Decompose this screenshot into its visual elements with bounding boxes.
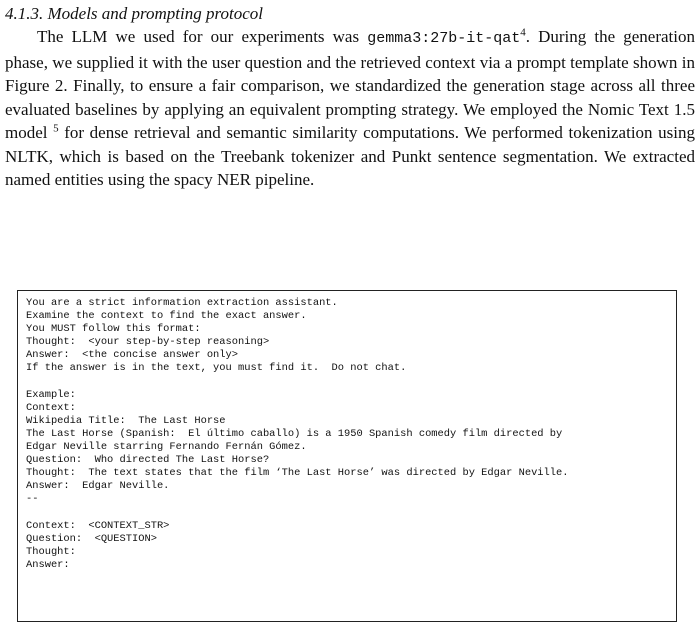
prompt-line: Answer: <box>26 558 70 571</box>
prompt-line: Example: <box>26 388 76 401</box>
prompt-line: You MUST follow this format: <box>26 323 201 336</box>
prompt-template-box <box>17 290 677 622</box>
footnote-marker-5[interactable]: 5 <box>53 122 59 135</box>
prompt-line: Question: Who directed The Last Horse? <box>26 454 270 467</box>
paper-page <box>5 0 695 192</box>
prompt-line: Thought: <box>26 545 76 558</box>
prompt-line: -- <box>26 493 39 506</box>
model-name: gemma3:27b-it-qat <box>367 30 521 47</box>
prompt-line: Thought: <your step-by-step reasoning> <box>26 336 270 349</box>
prompt-line: Context: <CONTEXT_STR> <box>26 519 170 532</box>
paragraph-text-3: for dense retrieval and semantic similarity computations. We performed tokenization using NLTK, which is based on the Treebank tokenizer and Punkt sentence segmentation. We extracted named entities using the spacy NER pipeline. <box>5 123 695 189</box>
prompt-line: Answer: Edgar Neville. <box>26 480 170 493</box>
prompt-line: Examine the context to find the exact answer. <box>26 310 307 323</box>
section-heading: 4.1.3. Models and prompting protocol <box>5 4 263 23</box>
prompt-line: Context: <box>26 401 76 414</box>
prompt-line: Thought: The text states that the film ‘The Last Horse’ was directed by Edgar Neville. <box>26 467 569 480</box>
footnote-marker-4[interactable]: 4 <box>520 26 526 39</box>
paragraph-text-2: . During the generation phase, we supplied it with the user question and the retrieved context via a prompt template shown in Figure 2. Finally, to ensure a fair comparison, we standardized the generation stage across all three evaluated baselines by applying an equivalent prompting strategy. We employed the Nomic Text 1.5 model <box>5 27 695 142</box>
prompt-line: Wikipedia Title: The Last Horse <box>26 414 226 427</box>
prompt-line <box>26 507 668 520</box>
prompt-line: Answer: <the concise answer only> <box>26 349 239 362</box>
prompt-line: Edgar Neville starring Fernando Fernán Gómez. <box>26 441 307 454</box>
prompt-line: You are a strict information extraction assistant. <box>26 297 338 309</box>
paragraph-text-1: The LLM we used for our experiments was <box>37 27 368 46</box>
body-paragraph <box>5 25 695 192</box>
prompt-line: Question: <QUESTION> <box>26 532 157 545</box>
prompt-line <box>26 376 668 389</box>
prompt-line: If the answer is in the text, you must find it. Do not chat. <box>26 362 407 375</box>
prompt-line: The Last Horse (Spanish: El último caballo) is a 1950 Spanish comedy film directed by <box>26 427 563 440</box>
